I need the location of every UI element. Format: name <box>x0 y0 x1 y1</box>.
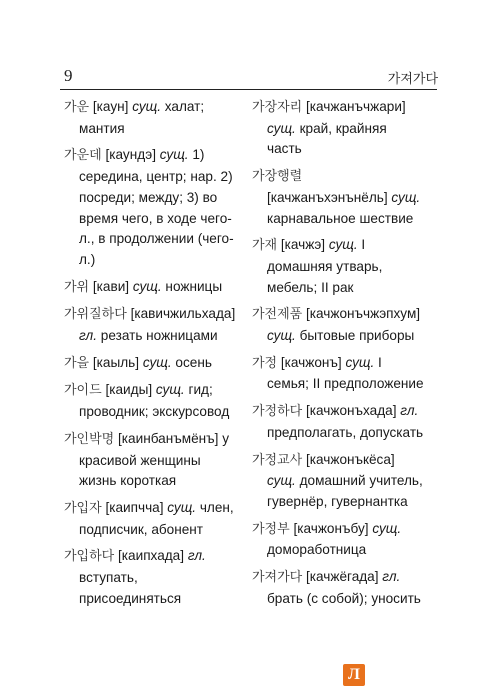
dictionary-entry <box>252 519 424 561</box>
entry-definition: ножницы <box>161 278 223 294</box>
entry-part-of-speech: сущ. <box>345 354 375 370</box>
entry-part-of-speech: сущ. <box>267 120 296 136</box>
entry-transcription: [качжанъчжари] <box>302 99 406 114</box>
entry-headword: 가이드 <box>64 383 102 399</box>
left-column <box>64 97 236 615</box>
entry-definition: домоработница <box>267 542 367 558</box>
entry-part-of-speech: сущ. <box>328 237 358 253</box>
entry-headword: 가운 <box>64 100 90 115</box>
entry-part-of-speech: сущ. <box>391 189 421 205</box>
entry-part-of-speech: сущ. <box>155 382 185 398</box>
entry-part-of-speech: сущ. <box>132 278 162 294</box>
dictionary-entry <box>64 304 236 346</box>
dictionary-entry <box>252 304 424 346</box>
entry-part-of-speech: сущ. <box>132 99 161 114</box>
entry-headword: 가전제품 <box>252 307 303 323</box>
entry-headword: 가입자 <box>64 500 102 516</box>
entry-headword: 가입하다 <box>64 549 115 565</box>
entry-transcription: [качжонъкёса] <box>302 451 395 467</box>
entry-part-of-speech: сущ. <box>167 499 197 515</box>
entry-transcription: [каипчча] <box>101 499 168 515</box>
entry-part-of-speech: гл. <box>79 328 97 344</box>
entry-definition: I домашняя утварь, мебель; II рак <box>267 237 383 295</box>
dictionary-entry <box>252 353 424 395</box>
entry-part-of-speech: сущ. <box>159 147 189 163</box>
entry-definition: брать (с собой); уносить <box>267 590 421 606</box>
dictionary-entry <box>64 546 236 609</box>
entry-definition: бытовые приборы <box>295 328 415 344</box>
entry-definition: 1) середина, центр; нар. 2) посреди; между; 3) во время чего, в ходе чего-л., в продолжении (чего-л.) <box>79 147 234 267</box>
dictionary-entry <box>64 380 236 422</box>
entry-transcription: [каун] <box>89 99 133 114</box>
entry-transcription: [каундэ] <box>101 147 160 163</box>
entry-transcription: [кавичжильхада] <box>126 306 236 322</box>
entry-transcription: [качжонъхада] <box>302 403 401 419</box>
dictionary-entry <box>252 401 424 443</box>
dictionary-entry <box>252 235 424 298</box>
publisher-logo <box>343 664 365 686</box>
entry-part-of-speech: гл. <box>382 569 401 585</box>
entry-headword: 가위 <box>64 279 90 295</box>
page-number: 9 <box>64 66 73 85</box>
dictionary-entry <box>252 450 424 513</box>
entry-headword: 가정 <box>252 355 278 371</box>
dictionary-entry <box>252 97 424 160</box>
entry-definition: халат; мантия <box>79 99 205 136</box>
entry-part-of-speech: гл. <box>400 403 419 419</box>
entry-headword: 가운데 <box>64 148 102 164</box>
entry-headword: 가정교사 <box>252 452 303 468</box>
entry-transcription: [качжанъхэнънёль] <box>267 189 392 205</box>
entry-transcription: [каипхада] <box>114 548 188 564</box>
entry-part-of-speech: сущ. <box>142 354 172 370</box>
entry-headword: 가정하다 <box>252 404 303 420</box>
dictionary-entry <box>252 567 424 609</box>
entry-definition: у красивой женщины жизнь короткая <box>79 430 229 489</box>
dictionary-entry <box>252 166 424 229</box>
entry-transcription: [качжёгада] <box>302 569 383 585</box>
dictionary-entry <box>64 97 236 139</box>
entry-part-of-speech: сущ. <box>267 473 296 489</box>
entry-transcription: [каиды] <box>101 382 156 398</box>
entry-definition: домашний учитель, гувернёр, гувернантка <box>267 473 423 509</box>
entry-part-of-speech: сущ. <box>372 520 402 536</box>
dictionary-entry <box>64 498 236 540</box>
dictionary-entry <box>64 353 236 375</box>
dictionary-entry <box>64 145 236 270</box>
right-column <box>252 97 424 615</box>
entry-transcription: [качжонъ] <box>277 354 346 370</box>
entry-part-of-speech: гл. <box>187 548 206 564</box>
entry-headword: 가장행렬 <box>252 169 303 185</box>
entry-headword: 가져가다 <box>252 570 303 586</box>
entry-headword: 가인박명 <box>64 431 115 447</box>
entry-definition: член, подписчик, абонент <box>79 499 234 537</box>
entry-definition: карнавальное шествие <box>267 210 414 226</box>
entry-definition: резать ножницами <box>97 328 218 344</box>
entry-part-of-speech: сущ. <box>267 328 296 344</box>
dictionary-entry <box>64 277 236 299</box>
entry-headword: 가정부 <box>252 521 290 537</box>
entry-headword: 가장자리 <box>252 100 303 115</box>
entry-definition: I семья; II предположение <box>267 354 424 392</box>
entry-transcription: [качжэ] <box>277 237 329 253</box>
entry-headword: 가재 <box>252 238 278 254</box>
entry-transcription: [каинбанъмёнъ] <box>114 430 223 446</box>
entry-definition: вступать, присоединяться <box>79 570 182 606</box>
entry-headword: 가을 <box>64 355 90 371</box>
dictionary-entry <box>64 429 236 492</box>
entry-transcription: [каыль] <box>89 354 143 370</box>
entry-transcription: [качжонъбу] <box>289 520 373 536</box>
entry-definition: осень <box>171 354 212 370</box>
entry-headword: 가위질하다 <box>64 307 127 323</box>
entry-definition: край, крайняя часть <box>267 120 387 157</box>
entry-transcription: [качжонъчжэпхум] <box>302 306 421 322</box>
publisher-logo-letter: Л <box>348 666 360 683</box>
running-head: 가져가다 <box>387 72 438 87</box>
entry-transcription: [кави] <box>89 278 133 294</box>
entry-definition: предполагать, допускать <box>267 424 424 440</box>
entry-definition: гид; проводник; экскурсовод <box>79 382 230 420</box>
header-rule <box>60 89 437 90</box>
